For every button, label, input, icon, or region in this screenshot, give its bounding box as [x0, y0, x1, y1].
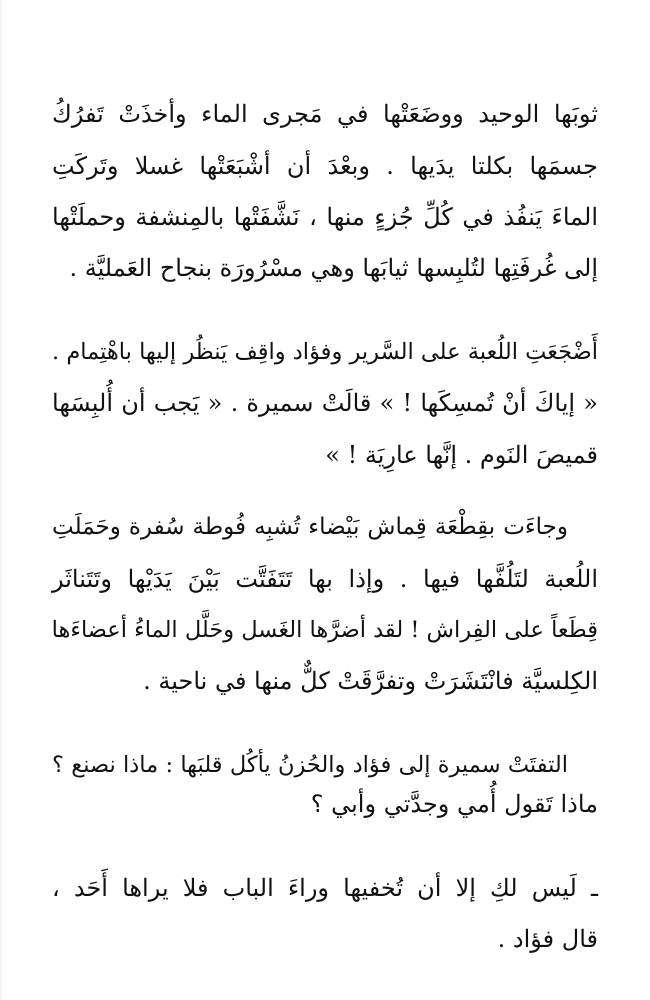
paragraph-1-line-2: جسمَها بكلتا يدَيها . وبعْدَ أن أشْبَعَتْها غسلا وتَركَتِ: [52, 152, 598, 180]
paragraph-3-line-3: قِطَعاً على الفِراش ! لقد أضرَّها الغَسل وحَلَّل الماءُ أعضاءَها: [51, 617, 598, 643]
paragraph-1-line-4: إلى غُرفَتِها لتُلبِسها ثيابَها وهي مسْرُورَة بنجاح العَمليَّة .: [69, 254, 598, 282]
paragraph-5-line-1: ـ لَيس لكِ إلا أن تُخفيها وراءَ الباب فلا يراها أَحَد ،: [52, 874, 598, 902]
paragraph-5-line-2: قال فؤاد .: [497, 925, 598, 953]
paragraph-2-line-1: أَضْجَعَتِ اللُعبة على السَّرير وفؤاد واقِف يَنظُر إليها باهْتِمام .: [52, 339, 598, 365]
paragraph-1-line-1: ثوبَها الوحيد ووضَعَتْها في مَجرى الماء وأخذَتْ تَفرُكُ: [52, 100, 598, 128]
paragraph-2-line-2: « إياكَ أنْ تُمسِكَها ! » قالَتْ سميرة . « يَجب أن أُلبِسَها: [52, 389, 598, 417]
paragraph-4-line-1: التفتَتْ سميرة إلى فؤاد والحُزنُ يأكُل قلبَها : ماذا نصنع ؟: [52, 752, 568, 778]
paragraph-2-line-3: قميصَ النَوم . إنَّها عارِيَة ! »: [325, 441, 598, 469]
paragraph-1-line-3: الماءَ يَنفُذ في كُلِّ جُزءٍ منها ، نَشَّفَتْها بالمِنشفة وحملَتْها: [52, 203, 598, 231]
paragraph-3-line-2: اللُعبة لتَلُفَّها فيها . وإذا بها تَتَفَتَّت بَيْنَ يَدَيْها وتَتَناثَر: [52, 565, 598, 593]
paragraph-4-line-2: ماذا تَقول أُمي وجدَّتي وأبي ؟: [310, 790, 598, 818]
paragraph-3-line-4: الكِلسيَّة فانْتَشَرَتْ وتفرَّقَتْ كلٌّ منها في ناحية .: [143, 667, 598, 695]
paragraph-3-line-1: وجاءَت بقِطْعَة قِماش بَيْضاء تُشبِه فُوطة سُفرة وحَمَلَتِ: [52, 514, 568, 540]
page-edge: [0, 0, 2, 1000]
